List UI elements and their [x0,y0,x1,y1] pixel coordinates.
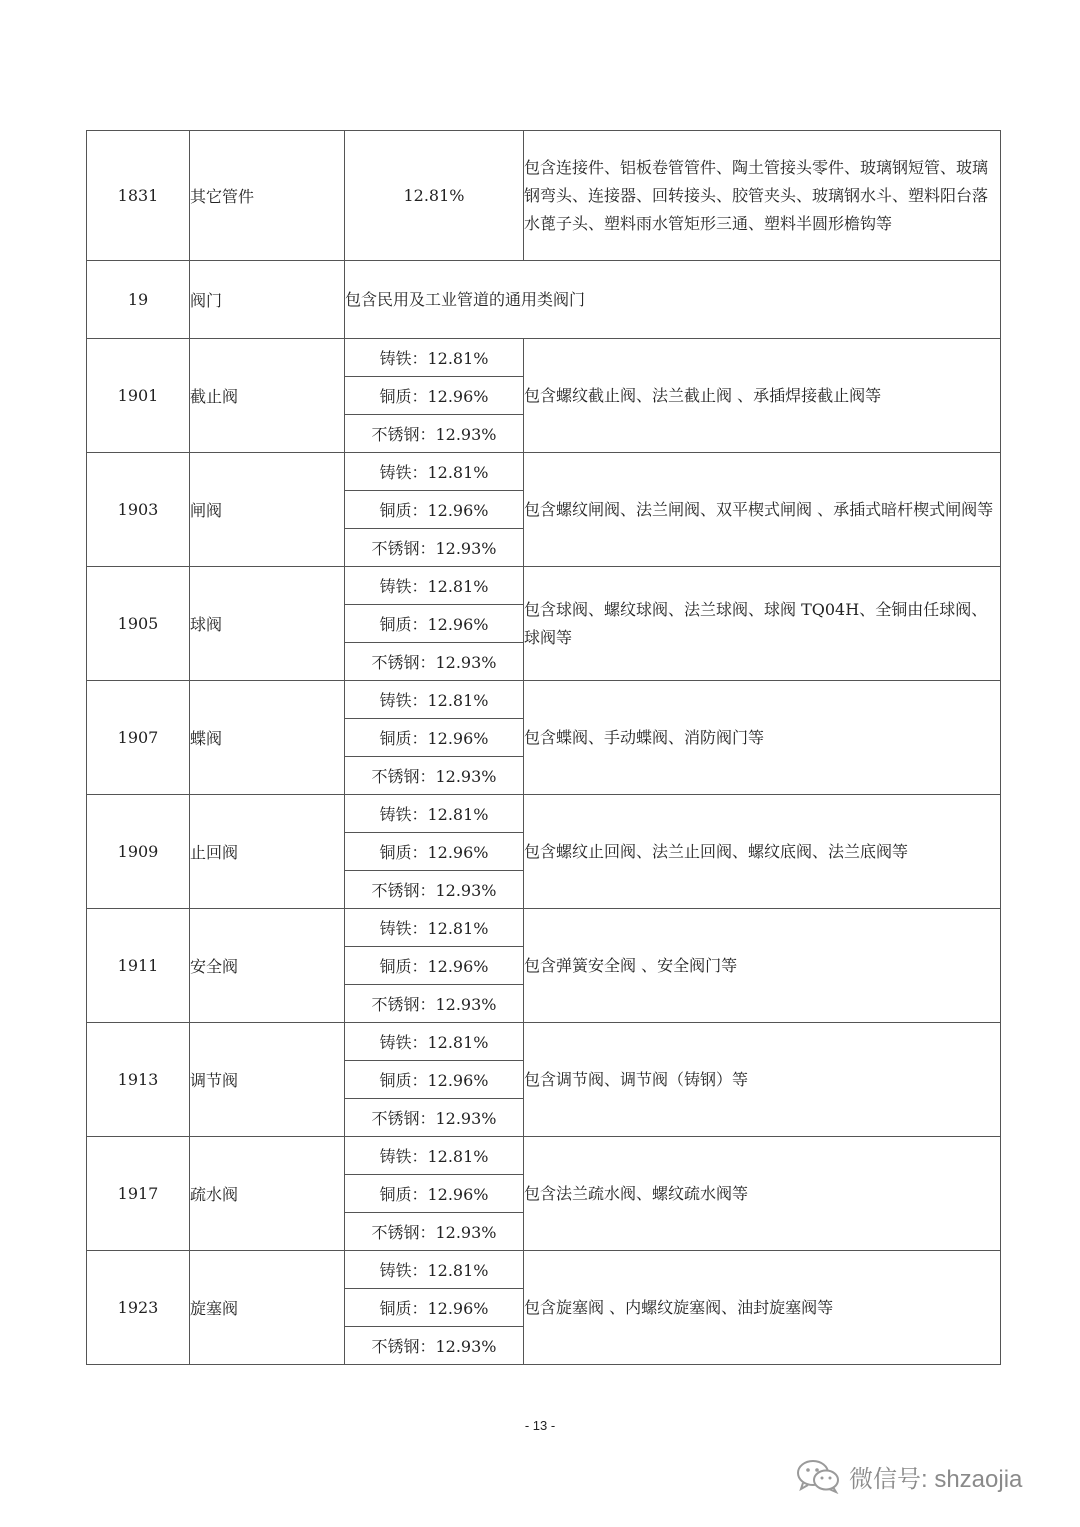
row-code: 1831 [87,131,190,261]
row-desc: 包含螺纹截止阀、法兰截止阀 、承插焊接截止阀等 [524,339,1001,453]
row-desc: 包含螺纹止回阀、法兰止回阀、螺纹底阀、法兰底阀等 [524,795,1001,909]
table-row [87,131,1001,261]
row-desc: 包含民用及工业管道的通用类阀门 [345,261,1001,339]
row-desc: 包含球阀、螺纹球阀、法兰球阀、球阀 TQ04H、全铜由任球阀、球阀等 [524,567,1001,681]
row-name: 闸阀 [190,453,345,567]
row-desc: 包含弹簧安全阀 、安全阀门等 [524,909,1001,1023]
row-code: 1911 [87,909,190,1023]
row-code: 1901 [87,339,190,453]
row-rate: 不锈钢：12.93% [345,757,524,795]
row-rate: 铜质：12.96% [345,833,524,871]
row-name: 旋塞阀 [190,1251,345,1365]
table-row [87,567,1001,605]
row-code: 1923 [87,1251,190,1365]
price-table [86,130,1001,1365]
row-rate: 铸铁：12.81% [345,1251,524,1289]
row-desc: 包含螺纹闸阀、法兰闸阀、双平楔式闸阀 、承插式暗杆楔式闸阀等 [524,453,1001,567]
row-rate: 不锈钢：12.93% [345,985,524,1023]
row-name: 调节阀 [190,1023,345,1137]
row-rate: 铜质：12.96% [345,719,524,757]
row-rate: 不锈钢：12.93% [345,643,524,681]
table-row [87,261,1001,339]
row-rate: 不锈钢：12.93% [345,529,524,567]
table-row [87,795,1001,833]
row-rate: 铸铁：12.81% [345,339,524,377]
row-rate: 铜质：12.96% [345,1175,524,1213]
row-rate: 铜质：12.96% [345,377,524,415]
table-row [87,339,1001,377]
row-code: 1903 [87,453,190,567]
row-desc: 包含连接件、铝板卷管管件、陶土管接头零件、玻璃钢短管、玻璃钢弯头、连接器、回转接头、胶管夹头、玻璃钢水斗、塑料阳台落水蓖子头、塑料雨水管矩形三通、塑料半圆形檐钩等 [524,131,1001,261]
row-rate: 铸铁：12.81% [345,1023,524,1061]
row-rate: 铸铁：12.81% [345,681,524,719]
row-name: 截止阀 [190,339,345,453]
row-rate: 铜质：12.96% [345,1289,524,1327]
row-code: 1909 [87,795,190,909]
row-desc: 包含蝶阀、手动蝶阀、消防阀门等 [524,681,1001,795]
row-desc: 包含法兰疏水阀、螺纹疏水阀等 [524,1137,1001,1251]
row-rate: 铜质：12.96% [345,491,524,529]
row-rate: 铸铁：12.81% [345,909,524,947]
table-row [87,1251,1001,1289]
row-rate: 铜质：12.96% [345,605,524,643]
row-code: 1905 [87,567,190,681]
row-rate: 不锈钢：12.93% [345,415,524,453]
page-number: - 13 - [524,1418,556,1433]
row-rate: 不锈钢：12.93% [345,1099,524,1137]
row-code: 19 [87,261,190,339]
row-rate: 不锈钢：12.93% [345,1327,524,1365]
row-rate: 铜质：12.96% [345,947,524,985]
wechat-icon [795,1458,843,1494]
row-name: 蝶阀 [190,681,345,795]
row-rate: 不锈钢：12.93% [345,1213,524,1251]
row-name: 止回阀 [190,795,345,909]
row-rate: 铸铁：12.81% [345,795,524,833]
watermark [795,1458,1022,1494]
row-rate: 铜质：12.96% [345,1061,524,1099]
table-row [87,1137,1001,1175]
row-name: 其它管件 [190,131,345,261]
row-name: 疏水阀 [190,1137,345,1251]
row-rate: 铸铁：12.81% [345,1137,524,1175]
row-rate: 12.81% [345,131,524,261]
table-row [87,453,1001,491]
row-code: 1907 [87,681,190,795]
row-name: 球阀 [190,567,345,681]
table-row [87,909,1001,947]
watermark-text: 微信号: shzaojia [849,1465,1023,1493]
row-rate: 铸铁：12.81% [345,453,524,491]
row-rate: 铸铁：12.81% [345,567,524,605]
row-code: 1913 [87,1023,190,1137]
row-desc: 包含调节阀、调节阀（铸钢）等 [524,1023,1001,1137]
row-name: 阀门 [190,261,345,339]
table-row [87,1023,1001,1061]
row-code: 1917 [87,1137,190,1251]
table-row [87,681,1001,719]
row-desc: 包含旋塞阀 、内螺纹旋塞阀、油封旋塞阀等 [524,1251,1001,1365]
row-name: 安全阀 [190,909,345,1023]
row-rate: 不锈钢：12.93% [345,871,524,909]
